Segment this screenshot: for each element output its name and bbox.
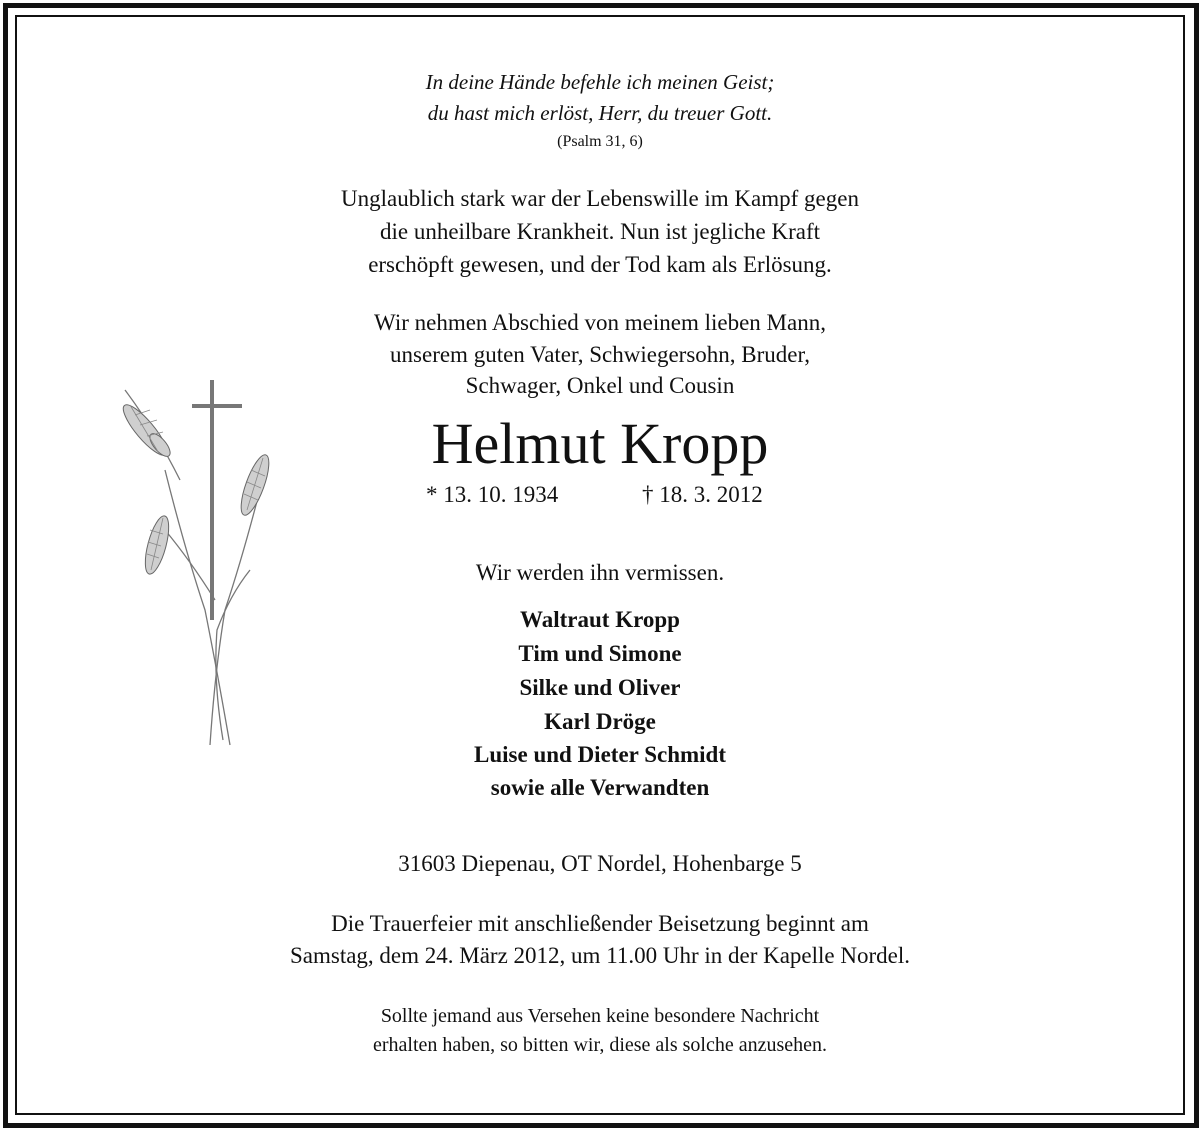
mourner-5: Luise und Dieter Schmidt [474,742,726,767]
mourner-4: Karl Dröge [544,709,656,734]
mourner-2: Tim und Simone [518,641,682,666]
farewell-line-3: Schwager, Onkel und Cousin [465,373,735,398]
notice-line-2: erhalten haben, so bitten wir, diese als solche anzusehen. [372,1034,828,1056]
farewell-line-2: unserem guten Vater, Schwiegersohn, Bruder, [390,342,810,367]
motto-line-2: du hast mich erlöst, Herr, du treuer Gott. [427,101,773,125]
miss-line: Wir werden ihn vermissen. [475,560,725,585]
motto-reference: (Psalm 31, 6) [557,133,643,150]
motto-line-1: In deine Hände befehle ich meinen Geist; [425,70,775,94]
funeral-line-1: Die Trauerfeier mit anschließender Beisetzung beginnt am [331,911,869,936]
farewell-line-1: Wir nehmen Abschied von meinem lieben Mann, [374,310,826,335]
intro-line-3: erschöpft gewesen, und der Tod kam als Erlösung. [368,252,832,277]
mourner-6: sowie alle Verwandten [490,775,710,800]
deceased-name: Helmut Kropp [431,411,769,476]
mourner-1: Waltraut Kropp [520,607,680,632]
intro-line-1: Unglaublich stark war der Lebenswille im Kampf gegen [341,186,859,211]
intro-line-2: die unheilbare Krankheit. Nun ist jegliche Kraft [379,219,821,244]
notice-line-1: Sollte jemand aus Versehen keine besondere Nachricht [380,1005,820,1027]
funeral-line-2: Samstag, dem 24. März 2012, um 11.00 Uhr in der Kapelle Nordel. [289,943,910,968]
death-date: † 18. 3. 2012 [642,482,763,507]
mourner-3: Silke und Oliver [519,675,681,700]
birth-date: * 13. 10. 1934 [426,482,559,507]
address: 31603 Diepenau, OT Nordel, Hohenbarge 5 [398,851,802,876]
